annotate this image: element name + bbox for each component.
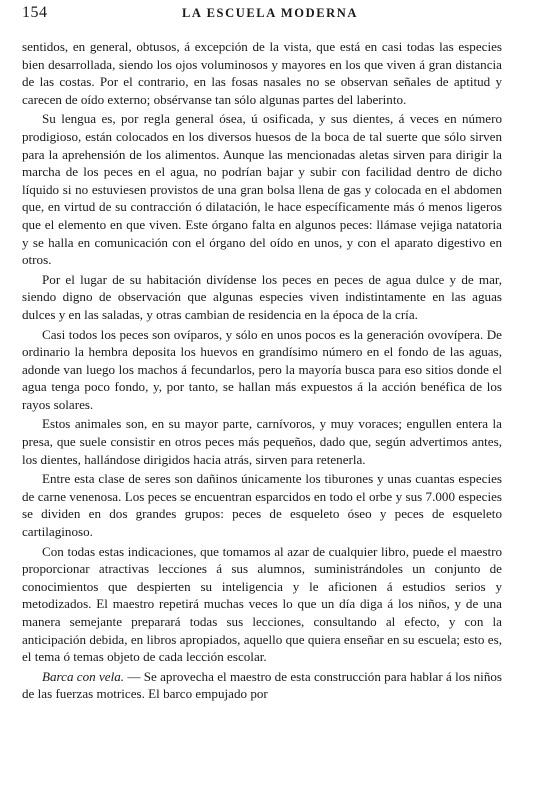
paragraph: Estos animales son, en su mayor parte, carnívoros, y muy voraces; engullen entera la presa, que suele consistir en otros peces más pequeños, dado que, según advertimos antes, los dientes, hallándose dirigidos hacia atrás, sirven para retenerla. bbox=[22, 416, 502, 467]
book-page bbox=[22, 4, 502, 42]
paragraph: Casi todos los peces son ovíparos, y sólo en unos pocos es la generación ovovípera. De ordinario la hembra deposita los huevos en grandísimo número en el fondo de las aguas, adonde van luego los machos á fecundarlos, pero la mayoría busca para eso sitios donde el agua tenga poco fondo, y, por tanto, se hallan más expuestos á la acción benéfica de los rayos solares. bbox=[22, 326, 502, 412]
paragraph: sentidos, en general, obtusos, á excepción de la vista, que está en casi todas las especies bien desarrollada, siendo los ojos voluminosos y mayores en los que viven á gran distancia de las costas. Por el contrario, en las fosas nasales no se observan señales de aptitud y carecen de oído externo; obsérvanse tan sólo algunas partes del laberinto. bbox=[22, 39, 502, 107]
section-text: — Se aprovecha el maestro de esta construcción para hablar á los niños de las fuerzas motrices. El barco empujado por bbox=[22, 668, 503, 702]
paragraph: Entre esta clase de seres son dañinos únicamente los tiburones y unas cuantas especies de carne venenosa. Los peces se encuentran esparcidos en todo el orbe y sus 7.000 especies se dividen en dos grandes grupos: peces de esqueleto óseo y peces de esqueleto cartilaginoso. bbox=[22, 471, 502, 540]
body-text bbox=[22, 38, 502, 703]
section-lead-in: Barca con vela. bbox=[42, 668, 125, 684]
page-header bbox=[22, 4, 502, 28]
running-title: LA ESCUELA MODERNA bbox=[182, 6, 359, 20]
section-paragraph bbox=[22, 668, 502, 703]
paragraph: Por el lugar de su habitación divídense los peces en peces de agua dulce y de mar, siendo digno de observación que algunas especies viven indistintamente en las aguas dulces y en las saladas, y otras cambian de residencia en la época de la cría. bbox=[22, 271, 502, 322]
paragraph: Con todas estas indicaciones, que tomamos al azar de cualquier libro, puede el maestro proporcionar atractivas lecciones á sus alumnos, suministrándoles un conjunto de conocimientos que despierten su inteligencia y le aficionen á estudios serios y metodizados. El maestro repetirá muchas veces lo que un día diga á los niños, y de una manera semejante preparará todas sus lecciones, consultando al efecto, y con la anticipación debida, en libros apropiados, aquello que quiera enseñar en su escuela; esto es, el tema ó temas objeto de cada lección escolar. bbox=[22, 543, 502, 665]
page-number: 154 bbox=[22, 4, 48, 21]
paragraph: Su lengua es, por regla general ósea, ú osificada, y sus dientes, á veces en número prodigioso, están colocados en los diversos huesos de la boca de tal suerte que sólo sirven para la aprehensión de los alimentos. Aunque las mencionadas aletas sirven para dirigir la marcha de los peces en el agua, no podrían bajar y subir con facilidad dentro de dicho líquido si no estuviesen provistos de una gran bolsa llena de gas y colocada en el abdomen que, en virtud de su contracción ó dilatación, le hace específicamente más ó menos ligeros que el elemento en que viven. Este órgano falta en algunos peces: llámase vejiga natatoria y se halla en comunicación con el órgano del oído en unos, y con el aparato digestivo en otros. bbox=[22, 111, 502, 268]
